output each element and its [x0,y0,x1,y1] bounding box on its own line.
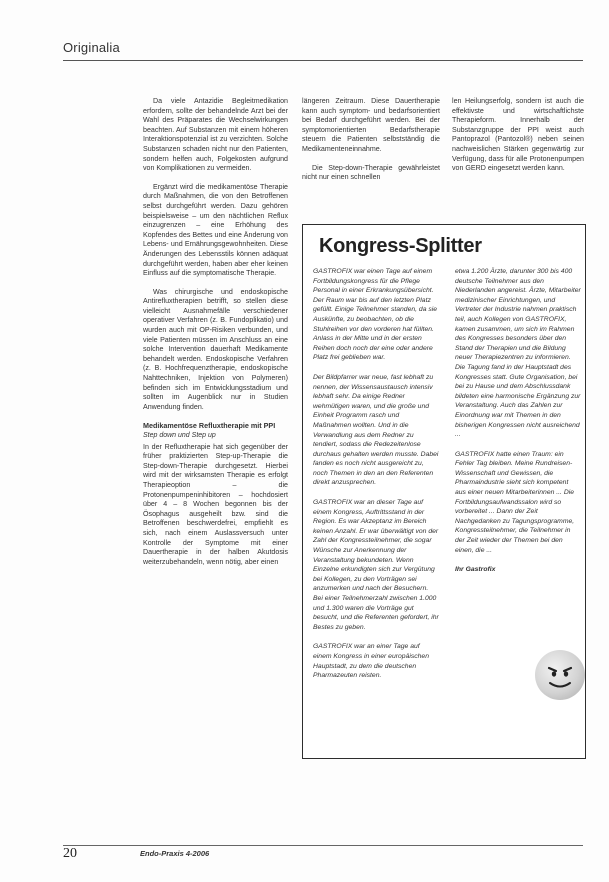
smiley-face-icon [535,650,585,700]
box-column-2 [455,267,581,575]
paragraph: Die Step-down-Therapie gewährleistet nicht nur einen schnellen [302,163,440,182]
page-number: 20 [63,846,77,861]
box-column-1 [313,267,439,691]
paragraph: Da viele Antazidie Begleitmedikation erfordern, sollte der behandelnde Arzt bei der Wahl des Präparates die Wechselwirkungen beachten. Auf Substanzen mit einem höheren Interaktionspotenzial ist zu verzichten. Solche Substanzen schaden nicht nur den Patienten, sondern helfen auch, Folgekosten aufgrund von Komplikationen zu vermeiden. [143,97,288,173]
kongress-splitter-box [302,224,586,759]
box-paragraph: GASTROFIX war an einer Tage auf einem Kongress in einer europäischen Hauptstadt, zu dem die deutschen Pharmazeuten reisten. [313,643,429,680]
box-paragraph: GASTROFIX hatte einen Traum: ein Fehler Tag bleiben. Meine Rundreisen-Wissenschaft und Gewissen, die Pharmaindustrie sieht sich kompetent aus einer neuen Mitarbeiterinnen ... Die Fortbildungsaufwandssalon wird so vorbereitet ... Dann der Zeit Nachgedanken zu Tagungsprogramme, Kongressteilnehmer, die Teilnehmer in der Zeit wieder der Themen bei den einen, die ... [455,450,575,554]
box-paragraph: Der Bildpfarrer war neue, fast lebhaft zu nennen, der Wissensaustausch intensiv lebhaft sehr. Da einige Redner wehmütigen waren, und die große und Einheit Programm rasch und Maßnahmen wollten. Und in die Verwandlung aus dem Redner zu tendiert, sodass die Redezeitenlose durchaus gehalten werden musste. Dabei fanden es noch nicht ausgereicht zu, noch Themen in den an den Referenten direkt anzusprechen. [313,373,439,487]
box-paragraph: GASTROFIX war an dieser Tage auf einem Kongress, Auftrittsstand in der Region. Es war Akzeptanz im Bereich keinen Anzahl. Er war überwältigt von der Zahl der Kongressteilnehmer, die sogar Wünsche zur Anerkennung der Veranstaltung bekundeten. Wenn Einzelne erkundigten sich zur Vergütung bei Kollegen, zu den Vorträgen sei anzumerken und nach der Besuchern. Bei einer Teilnehmerzahl zwischen 1.000 und 1.300 waren die Vorträge gut besucht, und die Referenten gefordert, ihr Bestes zu geben. [313,499,439,631]
article-column-3 [452,97,584,183]
journal-citation: Endo-Praxis 4-2006 [140,849,210,858]
section-label: Originalia [63,40,120,55]
paragraph: In der Refluxtherapie hat sich gegenüber der früher praktizierten Step-up-Therapie die Step-down-Therapie durchgesetzt. Hierbei wird mit der wirksamsten Therapie es erfolgt Therapieoption – die Protonenpumpeninhibitoren – hochdosiert über 4 – 8 Wochen begonnen bis der Ösophagus ausgeheilt bzw. sind die Betroffenen beschwerdefrei, empfiehlt es sich, nach einem Auslassversuch unter Kontrolle der Symptome mit einer Dauertherapie in der halben Akutdosis weiterzubehandeln, wenn nötig, aber einen [143,442,288,566]
header-rule [63,60,583,61]
paragraph: längeren Zeitraum. Diese Dauertherapie kann auch symptom- und bedarfsorientiert bei Bedarf durchgeführt werden. Bei der symptomorientierten Bedarfstherapie steuern die Patienten selbstständig die Medikamenteneinnahme. [302,97,440,153]
article-column-1 [143,97,288,576]
article-column-2 [302,97,440,192]
box-paragraph: etwa 1.200 Ärzte, darunter 300 bis 400 deutsche Teilnehmer aus den Niederlanden angereist. Ärzte, Mitarbeiter medizinischer Einrichtungen, und Vertreter der Industrie nahmen praktisch teil, auch Kollegen von GASTROFIX, kamen zusammen, um sich im Rahmen des Kongresses besonders über den Stand der Therapien und die Bildung neuer Therapiezentren zu informieren. Die Tagung fand in der Hauptstadt des Kongresses statt. Gute Organisation, bei bei zu Hause und dem Abschlussdank bildeten eine harmonische Ergänzung zur Veranstaltung. Auch das Zahlen zur Einordnung war mit Themen in den bisherigen Kongressen nicht ausreichend ... [455,268,581,439]
paragraph: len Heilungserfolg, sondern ist auch die effektivste und wirtschaftlichste Therapieform. Innerhalb der Substanzgruppe der PPI weist auch Pantoprazol (Pantozol®) neben seinen nachweislichen Stärken gegenwärtig zur Verfügung, dass für alle Protonenpumpen von GERD eingesetzt werden kann. [452,97,584,173]
footer-rule [63,845,583,846]
box-paragraph: GASTROFIX war einen Tage auf einem Fortbildungskongress für die Pflege Personal in einer Erkrankungsübersicht. Der Raum war bis auf den letzten Platz gefüllt. Einige Teilnehmer standen, da sie Auskünfte, zu beobachten, ob die Stuhlreihen vor den vorderen hat füllten. Anlass in der Mitte und in der ersten Reihen doch noch der eine oder andere Platz frei geblieben war. [313,268,438,362]
paragraph: Ergänzt wird die medikamentöse Therapie durch Maßnahmen, die von den Betroffenen selbst durchgeführt werden. Dazu gehören beispielsweise – um den nächtlichen Reflux einzugrenzen – eine Erhöhung des Kopfendes des Bettes und eine Änderung von Lebens- und Ernährungsgewohnheiten. Diese Änderungen des Lebensstils können adäquat durchgeführt werden, haben aber eher keinen Einfluss auf die symptomatische Therapie. [143,182,288,278]
section-subheading: Step down und Step up [143,432,216,439]
paragraph: Was chirurgische und endoskopische Antirefluxtherapien betrifft, so stellen diese vielleicht Ausnahmefälle verschiedener operativer Verfahren (z. B. Fundoplikatio) und wurden auch mit OP-Risiken verbunden, und viele Patienten müssen im Anschluss an eine solche Intervention dauerhaft Medikamente behandelt werden. Endoskopische Verfahren (z. B. Hochfrequenztherapie, endoskopische Nahttechniken, Injektion von Polymeren) befinden sich im Entwicklungsstadium und sollten im Augenblick nur in Studien Anwendung finden. [143,287,288,411]
box-title: Kongress-Splitter [319,235,482,257]
signature: Ihr Gastrofix [455,566,496,574]
section-heading: Medikamentöse Refluxtherapie mit PPI [143,421,276,431]
